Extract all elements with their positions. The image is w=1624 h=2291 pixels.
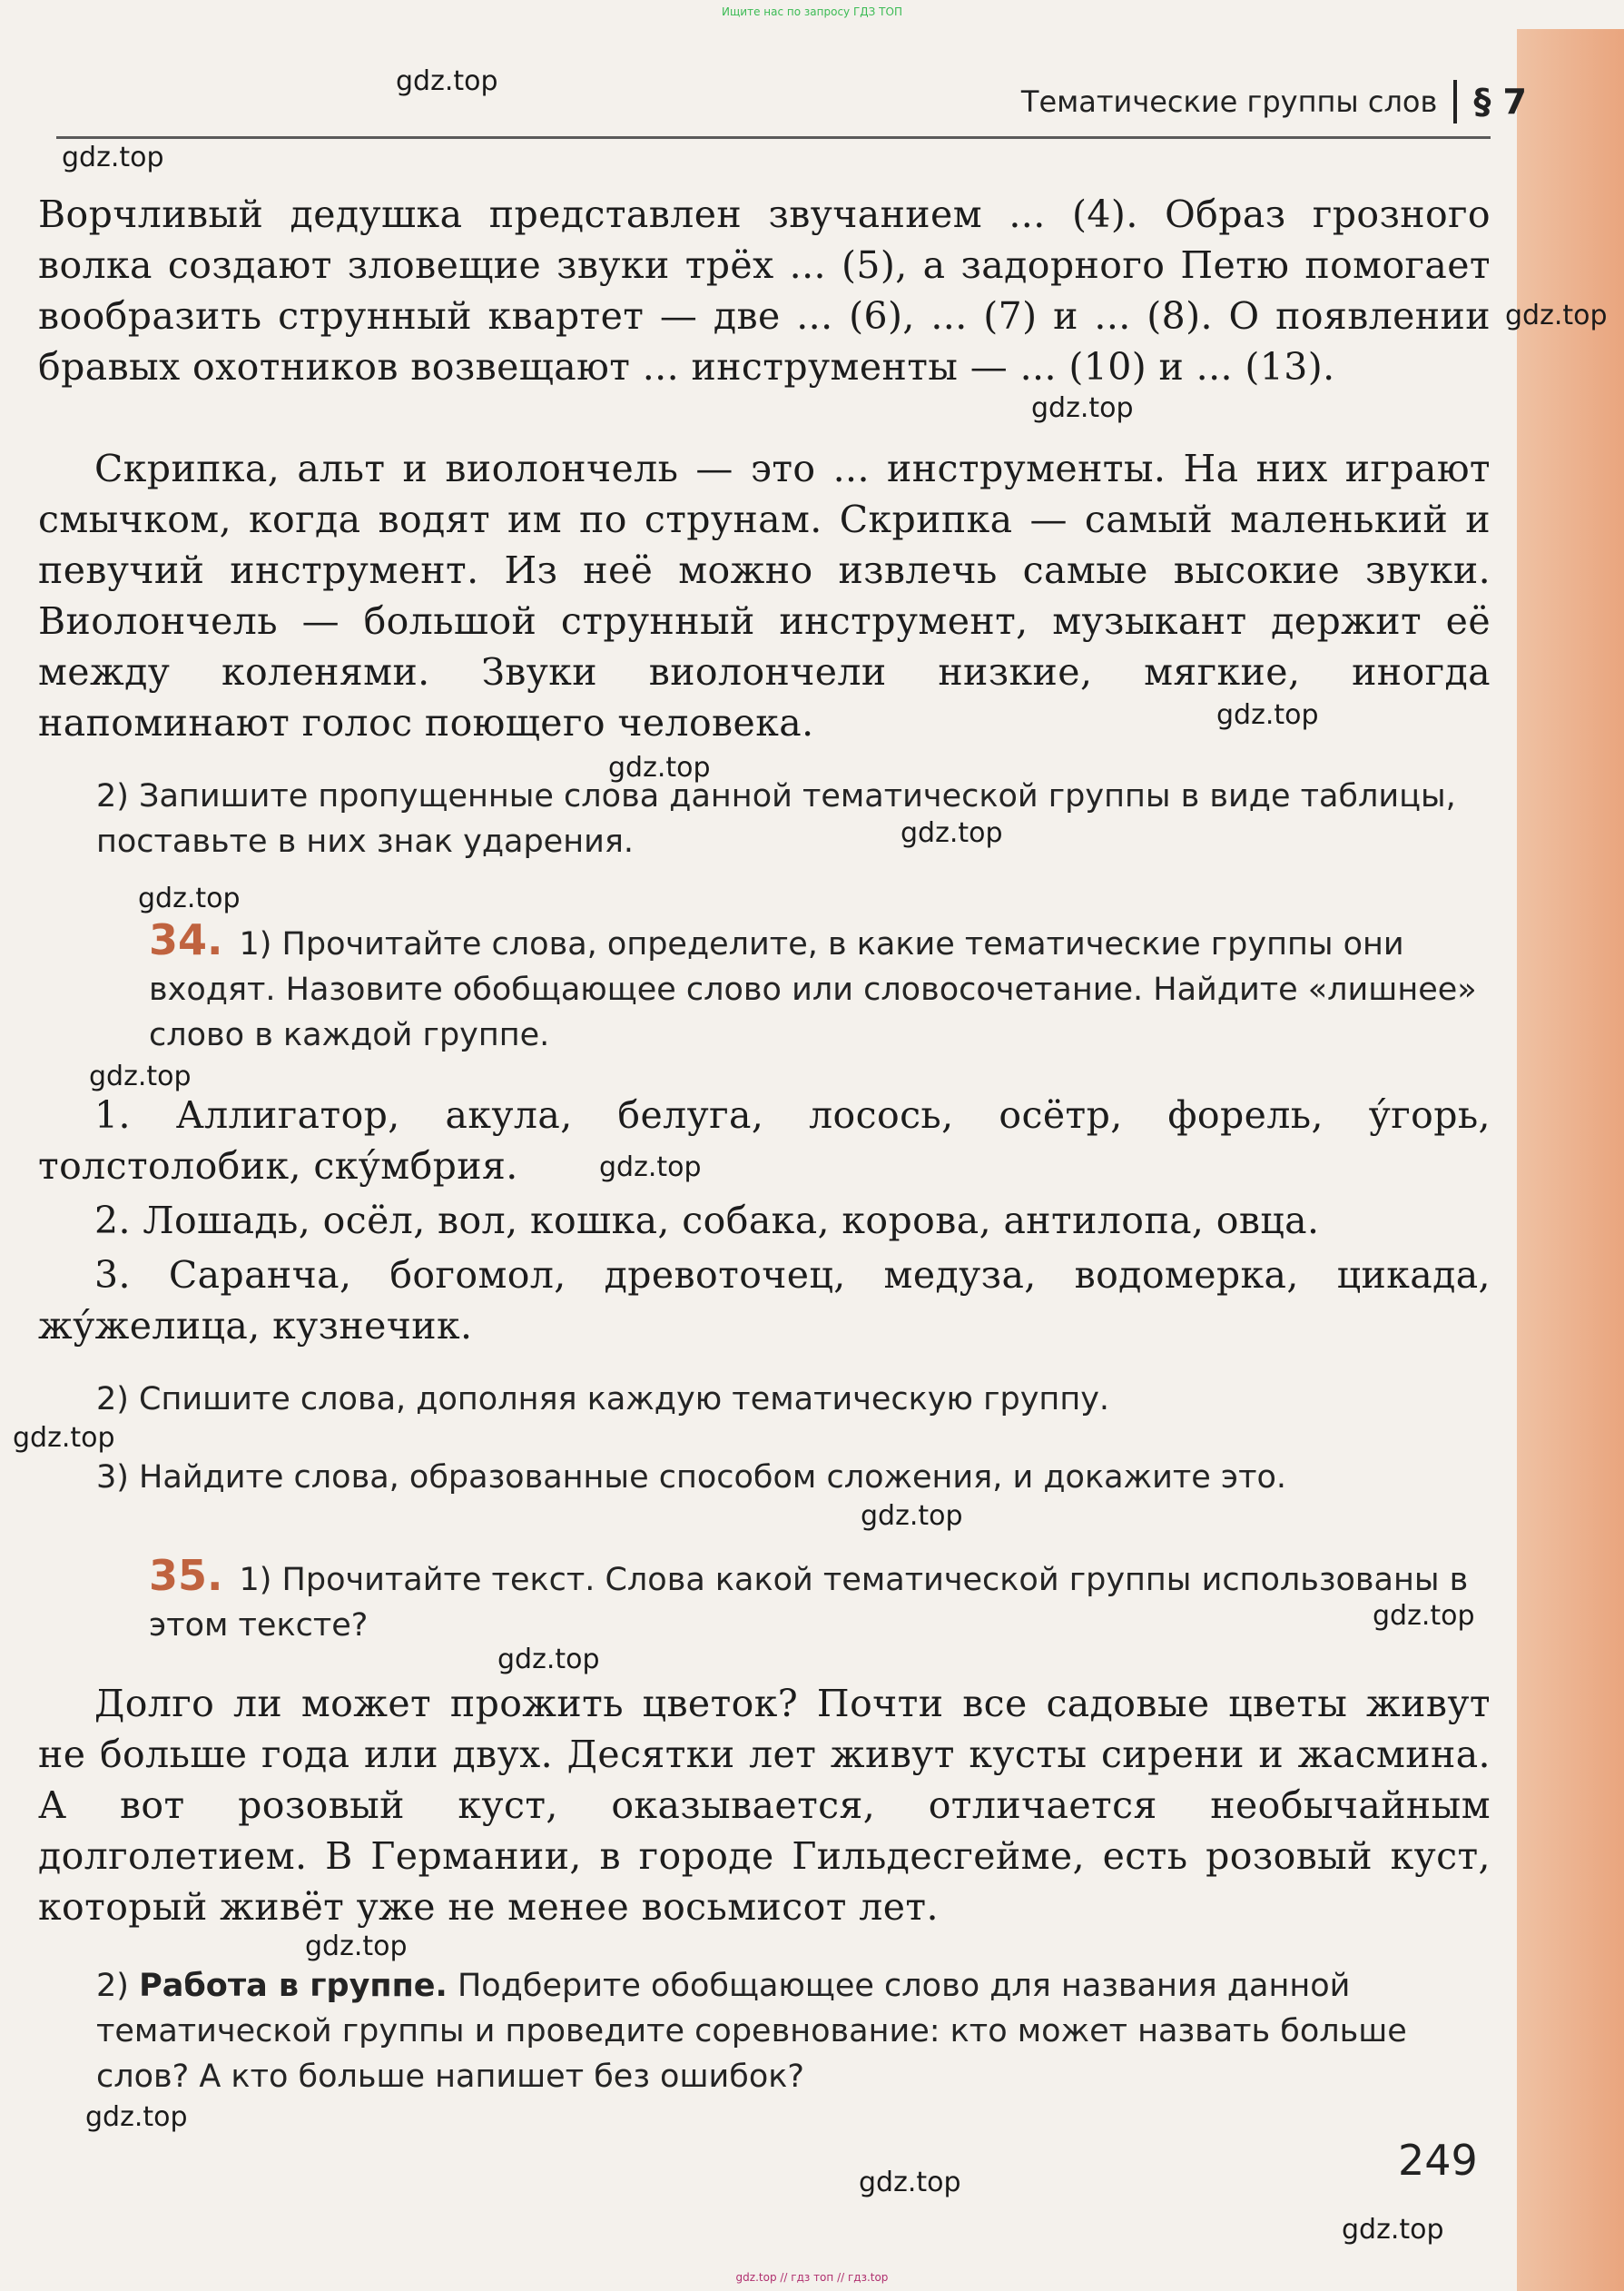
word-group-1: 1. Аллигатор, акула, белуга, лосось, осётр, форель, у́горь, толстолобик, ску́мбрия.	[38, 1093, 1491, 1188]
task-34-number: 34.	[149, 915, 223, 964]
page-number: 249	[1398, 2136, 1478, 2185]
task-35-part-2-prefix: 2)	[96, 1968, 129, 2004]
task-33-part-2-block	[96, 774, 1491, 864]
section-title: Тематические группы слов	[1020, 84, 1438, 119]
task-35-number: 35.	[149, 1551, 223, 1600]
watermark: gdz.top	[89, 1061, 192, 1092]
task-35-part-1	[149, 1553, 1491, 1648]
paragraph-1-block	[38, 189, 1491, 392]
task-34-part-2-block	[96, 1377, 1491, 1422]
watermark: gdz.top	[901, 817, 1003, 849]
task-34-part-1	[149, 917, 1491, 1058]
watermark: gdz.top	[305, 1931, 408, 1962]
watermark: gdz.top	[62, 142, 164, 173]
task-35-part-2-text: Подберите обобщающее слово для названия данной тематической группы и проведите соревнование: кто может назвать больше слов? А кто больше напишет без ошибок?	[96, 1968, 1407, 2095]
task-35-part-2-block	[96, 1963, 1491, 2099]
top-note[interactable]: Ищите нас по запросу ГДЗ ТОП	[722, 5, 902, 18]
task-35-part-2-bold: Работа в группе.	[139, 1968, 448, 2004]
page-edge-band	[1517, 29, 1624, 2291]
task-34-block	[149, 917, 1491, 1058]
watermark: gdz.top	[1031, 392, 1134, 424]
watermark: gdz.top	[1373, 1600, 1475, 1632]
task-34-part-1-text: 1) Прочитайте слова, определите, в какие тематические группы они входят. Назовите обобщающее слово или словосочетание. Найдите «лишнее» слово в каждой группе.	[149, 926, 1477, 1053]
watermark: gdz.top	[861, 1500, 963, 1532]
watermark: gdz.top	[859, 2167, 961, 2198]
task-34-groups	[38, 1090, 1491, 1351]
watermark: gdz.top	[138, 883, 241, 914]
task-35-text: Долго ли может прожить цветок? Почти все садовые цветы живут не больше года или двух. Десятки лет живут кусты сирени и жасмина. А вот розовый куст, оказывается, отличается необычайным долголетием. В Германии, в городе Гильдесгейме, есть розовый куст, который живёт уже не менее восьмисот лет.	[38, 1682, 1491, 1929]
task-35-block	[149, 1553, 1491, 1648]
task-35-text-block	[38, 1678, 1491, 1932]
header-rule	[56, 136, 1491, 139]
watermark: gdz.top	[85, 2101, 188, 2133]
watermark: gdz.top	[599, 1151, 702, 1183]
watermark: gdz.top	[1505, 300, 1608, 331]
watermark: gdz.top	[497, 1644, 600, 1675]
header-divider	[1453, 80, 1457, 123]
paragraph-2: Скрипка, альт и виолончель — это ... инструменты. На них играют смычком, когда водят им по струнам. Скрипка — самый маленький и певучий инструмент. Из неё можно извлечь самые высокие звуки. Виолончель — большой струнный инструмент, музыкант держит её между коленями. Звуки виолончели низкие, мягкие, иногда напоминают голос поющего человека.	[38, 447, 1491, 745]
watermark: gdz.top	[608, 752, 711, 784]
task-35-part-1-text: 1) Прочитайте текст. Слова какой тематической группы использованы в этом тексте?	[149, 1562, 1469, 1644]
task-35-part-2	[96, 1963, 1491, 2099]
watermark: gdz.top	[1216, 699, 1319, 731]
watermark: gdz.top	[13, 1422, 115, 1454]
word-group-2: 2. Лошадь, осёл, вол, кошка, собака, корова, антилопа, овца.	[94, 1199, 1320, 1242]
running-header	[964, 76, 1527, 127]
task-34-part-2: 2) Спишите слова, дополняя каждую тематическую группу.	[96, 1381, 1110, 1417]
watermark: gdz.top	[1342, 2214, 1444, 2246]
task-34-part-3: 3) Найдите слова, образованные способом сложения, и докажите это.	[96, 1459, 1287, 1496]
task-33-part-2: 2) Запишите пропущенные слова данной тематической группы в виде таблицы, поставьте в них знак ударения.	[96, 778, 1456, 860]
task-34-part-3-block	[96, 1455, 1491, 1500]
bottom-note[interactable]: gdz.top // гдз топ // гдз.top	[735, 2271, 889, 2284]
watermark: gdz.top	[396, 65, 498, 97]
paragraph-1: Ворчливый дедушка представлен звучанием ... (4). Образ грозного волка создают зловещие звуки трёх ... (5), а задорного Петю помогает вообразить струнный квартет — две ... (6), ... (7) и ... (8). О появлении бравых охотников возвещают ... инструменты — ... (10) и ... (13).	[38, 193, 1491, 389]
section-number: § 7	[1473, 82, 1527, 122]
word-group-3: 3. Саранча, богомол, древоточец, медуза, водомерка, цикада, жу́желица, кузнечик.	[38, 1253, 1491, 1348]
